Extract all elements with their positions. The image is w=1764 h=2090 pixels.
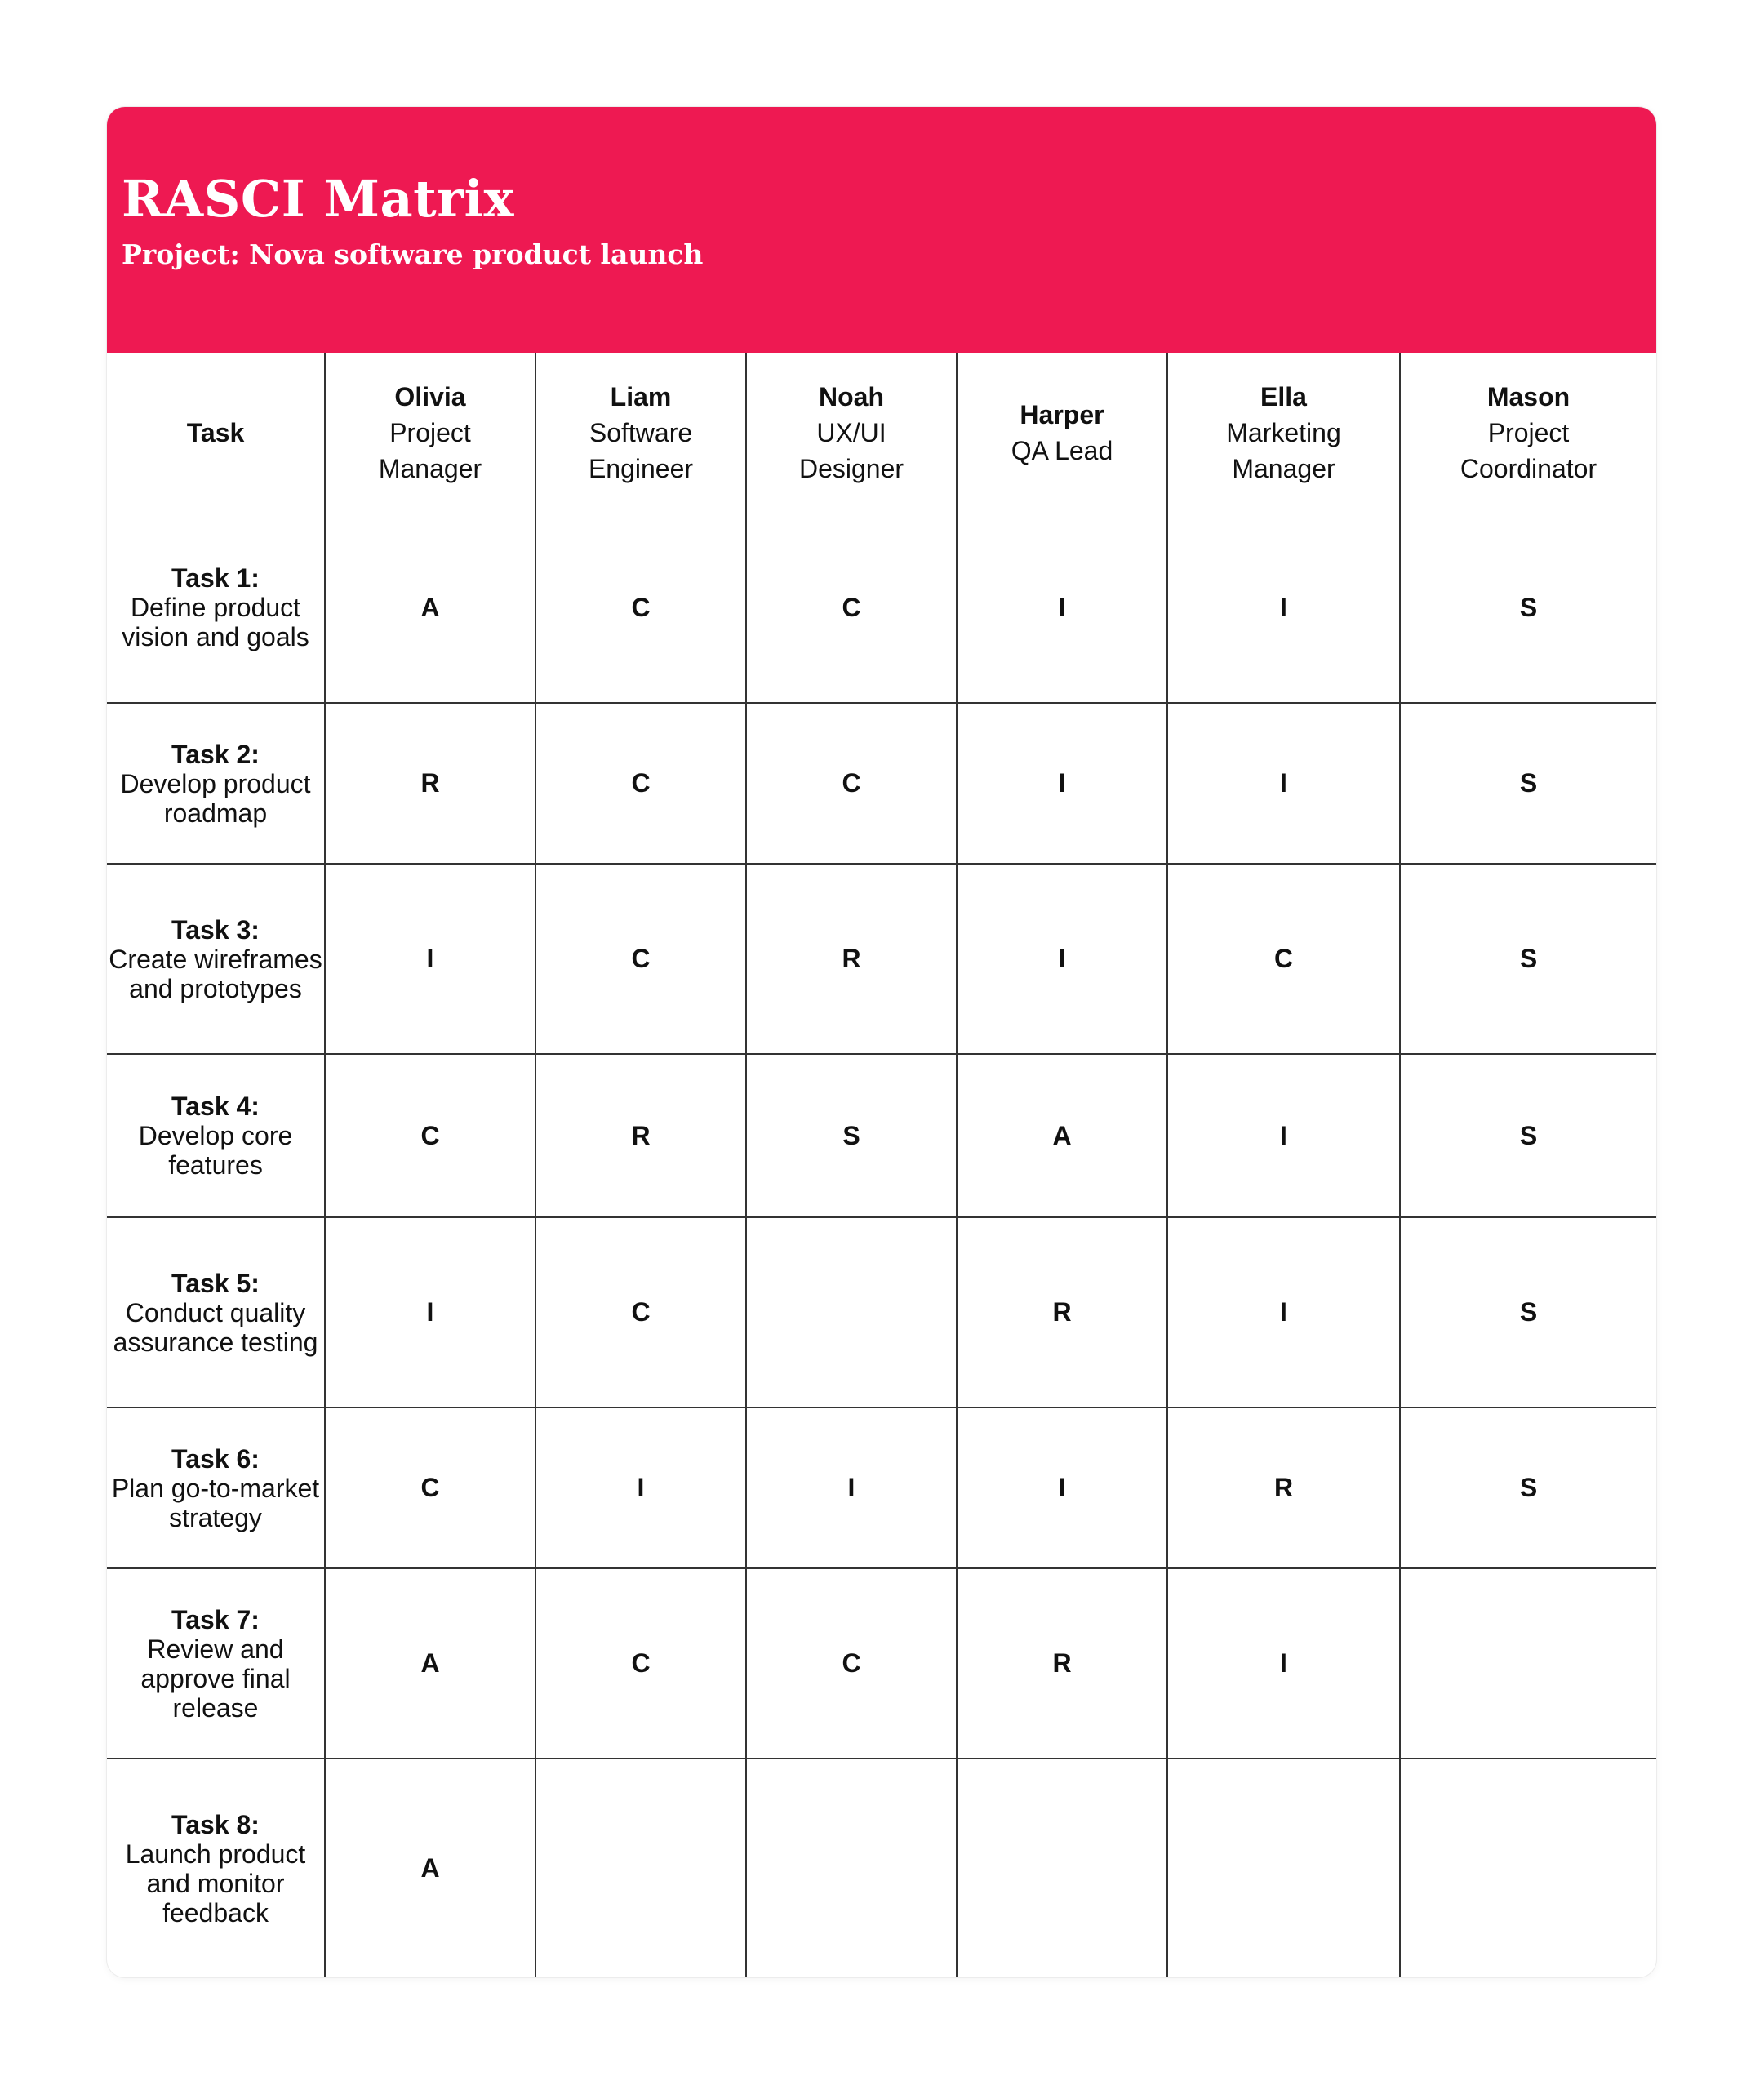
rasci-cell: I [957, 1407, 1167, 1568]
person-header-mason [1400, 353, 1656, 513]
rasci-cell: I [1167, 513, 1400, 703]
person-role: UX/UI Designer [798, 418, 904, 483]
person-role: Project Coordinator [1460, 418, 1597, 483]
rasci-cell: C [535, 1217, 746, 1407]
task-label: Task 7: [171, 1604, 260, 1634]
task-row-4 [107, 1054, 1656, 1217]
rasci-cell: S [746, 1054, 957, 1217]
task-column-header [107, 353, 325, 513]
rasci-cell [746, 1217, 957, 1407]
rasci-cell: A [957, 1054, 1167, 1217]
task-row-6 [107, 1407, 1656, 1568]
task-column-header-label: Task [186, 418, 245, 447]
person-role: Software Engineer [588, 418, 694, 483]
rasci-cell: C [535, 703, 746, 864]
rasci-cell: C [325, 1407, 535, 1568]
person-header-harper [957, 353, 1167, 513]
rasci-cell: I [957, 513, 1167, 703]
page-title: RASCI Matrix [122, 169, 514, 229]
task-description: Conduct quality assurance testing [113, 1297, 318, 1357]
rasci-card [107, 107, 1656, 1977]
rasci-cell: S [1400, 1217, 1656, 1407]
rasci-cell: C [746, 703, 957, 864]
task-row-2 [107, 703, 1656, 864]
rasci-cell: I [1167, 1054, 1400, 1217]
rasci-cell [1167, 1759, 1400, 1977]
person-header-noah [746, 353, 957, 513]
person-role: Project Manager [378, 418, 482, 483]
rasci-cell: S [1400, 703, 1656, 864]
person-header-ella [1167, 353, 1400, 513]
rasci-cell: C [325, 1054, 535, 1217]
task-row-8 [107, 1759, 1656, 1977]
person-name: Liam [610, 382, 672, 411]
person-name: Ella [1260, 382, 1307, 411]
rasci-cell [1400, 1568, 1656, 1759]
person-role: Marketing Manager [1226, 418, 1341, 483]
rasci-cell: I [325, 1217, 535, 1407]
project-subtitle: Project: Nova software product launch [122, 238, 704, 270]
person-header-olivia [325, 353, 535, 513]
rasci-cell [746, 1759, 957, 1977]
rasci-cell [1400, 1759, 1656, 1977]
rasci-cell: I [535, 1407, 746, 1568]
rasci-cell: R [957, 1568, 1167, 1759]
task-cell [107, 1568, 325, 1759]
person-name: Olivia [394, 382, 466, 411]
task-cell [107, 1217, 325, 1407]
rasci-cell: I [957, 703, 1167, 864]
task-description: Plan go-to-market strategy [111, 1473, 320, 1532]
task-label: Task 3: [171, 914, 260, 945]
rasci-cell: I [1167, 703, 1400, 864]
rasci-cell: I [746, 1407, 957, 1568]
task-description: Develop product roadmap [120, 768, 311, 828]
rasci-cell: C [535, 513, 746, 703]
rasci-cell: A [325, 513, 535, 703]
task-row-7 [107, 1568, 1656, 1759]
task-description: Develop core features [138, 1121, 293, 1180]
task-cell [107, 1054, 325, 1217]
task-label: Task 4: [171, 1092, 260, 1121]
rasci-cell: C [746, 513, 957, 703]
task-description: Create wireframes and prototypes [109, 944, 322, 1003]
rasci-cell: R [746, 864, 957, 1054]
rasci-cell: R [325, 703, 535, 864]
task-label: Task 5: [171, 1268, 260, 1298]
task-label: Task 8: [171, 1809, 260, 1839]
rasci-cell: I [957, 864, 1167, 1054]
rasci-cell: I [1167, 1217, 1400, 1407]
person-role: QA Lead [1011, 436, 1113, 465]
rasci-cell: A [325, 1568, 535, 1759]
rasci-cell: S [1400, 1054, 1656, 1217]
rasci-cell: C [535, 864, 746, 1054]
rasci-cell: C [1167, 864, 1400, 1054]
task-cell [107, 703, 325, 864]
task-row-5 [107, 1217, 1656, 1407]
rasci-cell: R [957, 1217, 1167, 1407]
rasci-cell: I [325, 864, 535, 1054]
task-row-1 [107, 513, 1656, 703]
rasci-cell: S [1400, 864, 1656, 1054]
rasci-cell: I [1167, 1568, 1400, 1759]
rasci-cell [535, 1759, 746, 1977]
task-label: Task 6: [171, 1443, 260, 1474]
task-label: Task 2: [171, 739, 260, 769]
person-name: Mason [1486, 382, 1571, 411]
task-cell [107, 1759, 325, 1977]
rasci-cell: C [746, 1568, 957, 1759]
task-description: Review and approve final release [140, 1634, 291, 1723]
task-cell [107, 1407, 325, 1568]
task-description: Launch product and monitor feedback [125, 1839, 306, 1928]
rasci-cell: A [325, 1759, 535, 1977]
person-header-liam [535, 353, 746, 513]
rasci-table [107, 353, 1656, 1977]
task-cell [107, 513, 325, 703]
task-rows [107, 513, 1656, 1977]
rasci-cell: R [535, 1054, 746, 1217]
rasci-cell: C [535, 1568, 746, 1759]
rasci-cell [957, 1759, 1167, 1977]
task-row-3 [107, 864, 1656, 1054]
task-label: Task 1: [171, 563, 260, 593]
rasci-cell: S [1400, 513, 1656, 703]
person-name: Noah [819, 382, 884, 411]
title-banner [107, 107, 1656, 353]
rasci-cell: S [1400, 1407, 1656, 1568]
rasci-cell: R [1167, 1407, 1400, 1568]
task-description: Define product vision and goals [122, 593, 309, 651]
person-name: Harper [1020, 400, 1104, 429]
task-cell [107, 864, 325, 1054]
header-row [107, 353, 1656, 513]
